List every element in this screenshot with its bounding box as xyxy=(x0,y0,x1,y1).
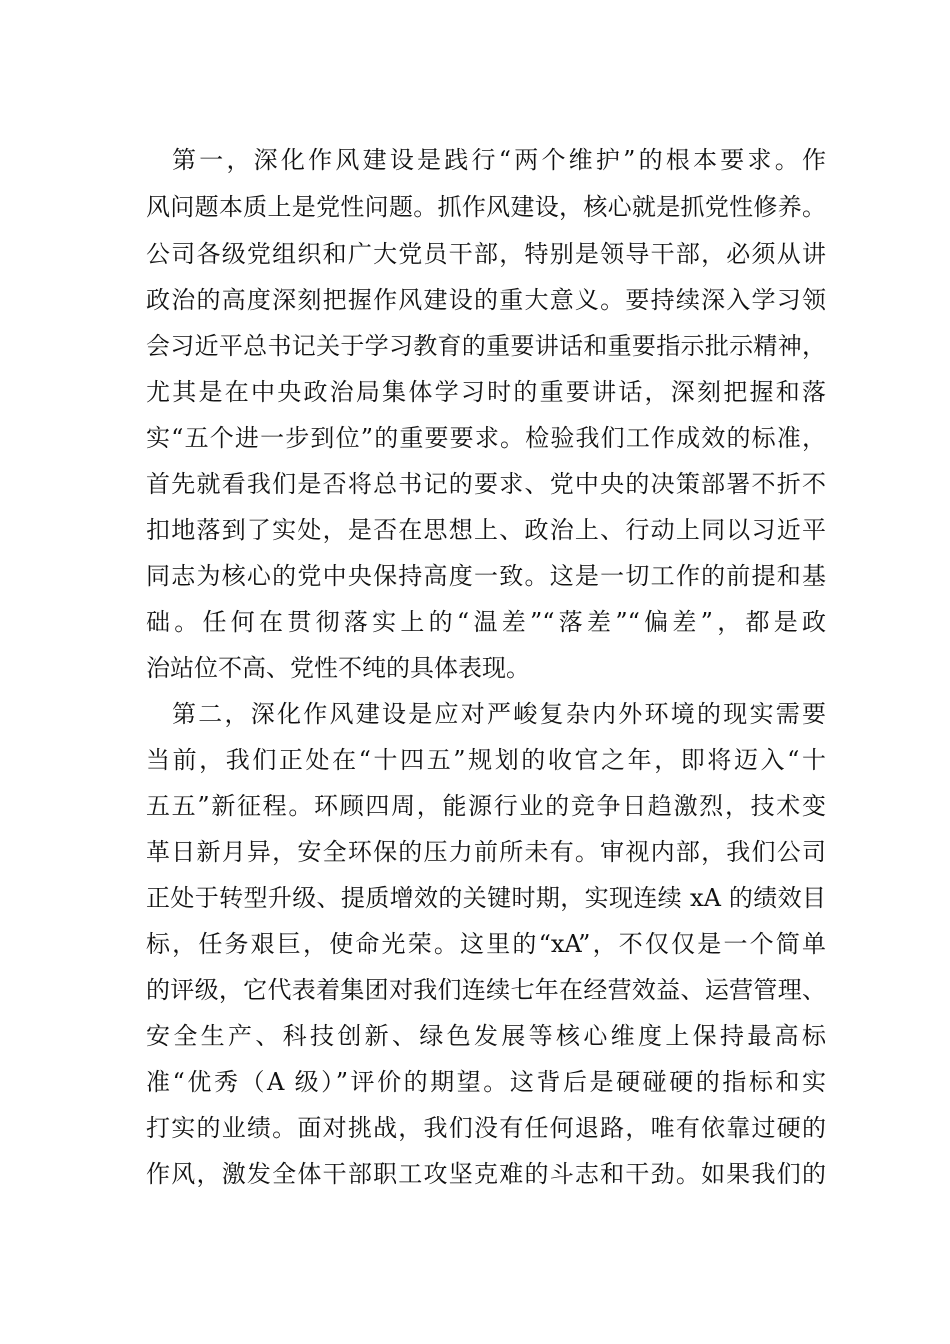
paragraph-2-line-3: 五五”新征程。环顾四周，能源行业的竞争日趋激烈，技术变 xyxy=(146,792,826,820)
paragraph-2-line-7: 的评级，它代表着集团对我们连续七年在经营效益、运营管理、 xyxy=(146,976,826,1004)
paragraph-1-line-7: 实“五个进一步到位”的重要要求。检验我们工作成效的标准， xyxy=(146,424,826,452)
paragraph-2-line-2: 当前，我们正处在“十四五”规划的收官之年，即将迈入“十 xyxy=(146,746,826,774)
paragraph-2-line-5: 正处于转型升级、提质增效的关键时期，实现连续 xA 的绩效目 xyxy=(146,884,826,912)
paragraph-1-line-6: 尤其是在中央政治局集体学习时的重要讲话，深刻把握和落 xyxy=(146,378,826,406)
paragraph-1-line-9: 扣地落到了实处，是否在思想上、政治上、行动上同以习近平 xyxy=(146,516,826,544)
paragraph-2-line-11: 作风，激发全体干部职工攻坚克难的斗志和干劲。如果我们的 xyxy=(146,1160,826,1188)
paragraph-2-line-6: 标，任务艰巨，使命光荣。这里的“xA”，不仅仅是一个简单 xyxy=(146,930,826,958)
paragraph-2-line-9: 准“优秀（A 级）”评价的期望。这背后是硬碰硬的指标和实 xyxy=(146,1068,826,1096)
paragraph-1-line-11: 础。任何在贯彻落实上的“温差”“落差”“偏差”，都是政 xyxy=(146,608,826,636)
paragraph-1-line-4: 政治的高度深刻把握作风建设的重大意义。要持续深入学习领 xyxy=(146,286,826,314)
paragraph-1-line-1: 第一，深化作风建设是践行“两个维护”的根本要求。作 xyxy=(172,146,826,174)
paragraph-2-line-1: 第二，深化作风建设是应对严峻复杂内外环境的现实需要 xyxy=(172,700,826,728)
paragraph-1-line-5: 会习近平总书记关于学习教育的重要讲话和重要指示批示精神， xyxy=(146,332,826,360)
paragraph-2-line-4: 革日新月异，安全环保的压力前所未有。审视内部，我们公司 xyxy=(146,838,826,866)
paragraph-1-line-3: 公司各级党组织和广大党员干部，特别是领导干部，必须从讲 xyxy=(146,240,826,268)
paragraph-1-line-2: 风问题本质上是党性问题。抓作风建设，核心就是抓党性修养。 xyxy=(146,193,826,221)
paragraph-2-line-8: 安全生产、科技创新、绿色发展等核心维度上保持最高标 xyxy=(146,1022,826,1050)
paragraph-1-line-8: 首先就看我们是否将总书记的要求、党中央的决策部署不折不 xyxy=(146,470,826,498)
paragraph-1-line-12: 治站位不高、党性不纯的具体表现。 xyxy=(146,654,530,682)
paragraph-1-line-10: 同志为核心的党中央保持高度一致。这是一切工作的前提和基 xyxy=(146,562,826,590)
paragraph-2-line-10: 打实的业绩。面对挑战，我们没有任何退路，唯有依靠过硬的 xyxy=(146,1114,826,1142)
